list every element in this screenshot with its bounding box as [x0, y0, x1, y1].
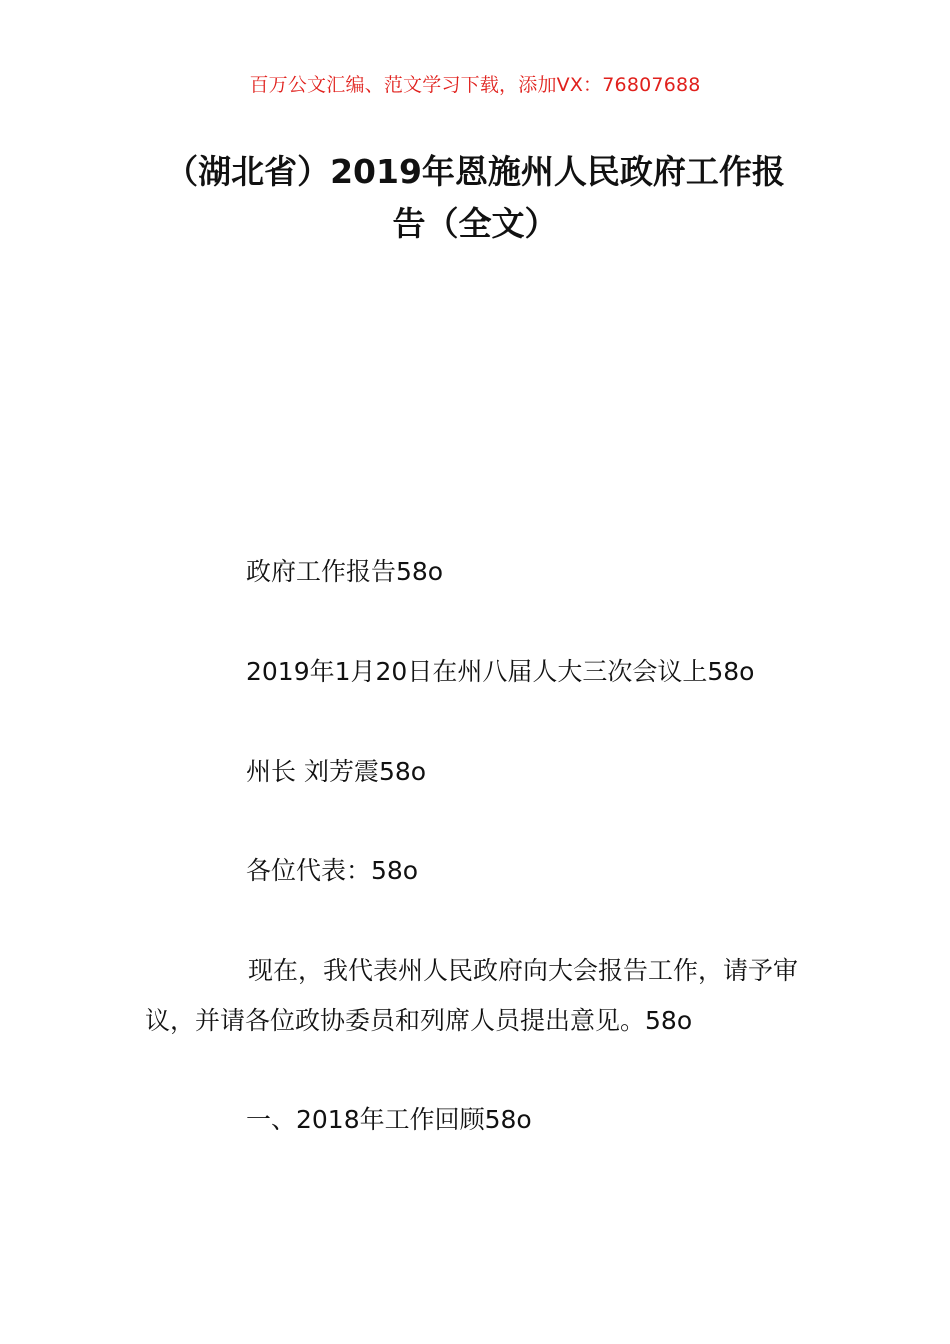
paragraph-date-venue: 2019年1月20日在州八届人大三次会议上58o	[246, 657, 755, 686]
document-title	[140, 146, 810, 250]
section-heading-2018-review: 一、2018年工作回顾58o	[246, 1105, 532, 1134]
paragraph-speaker: 州长 刘芳震58o	[246, 757, 427, 786]
download-promo-note: 百万公文汇编、范文学习下载，添加VX：76807688	[249, 74, 701, 96]
paragraph-opening: 现在，我代表州人民政府向大会报告工作，请予审议，并请各位政协委员和列席人员提出意见。58o	[145, 956, 799, 1035]
paragraph-report-name: 政府工作报告58o	[246, 557, 444, 586]
paragraph-salutation: 各位代表：58o	[246, 856, 419, 885]
document-title-line-2: 告（全文）	[392, 204, 558, 243]
document-title-line-1: （湖北省）2019年恩施州人民政府工作报	[165, 152, 785, 191]
